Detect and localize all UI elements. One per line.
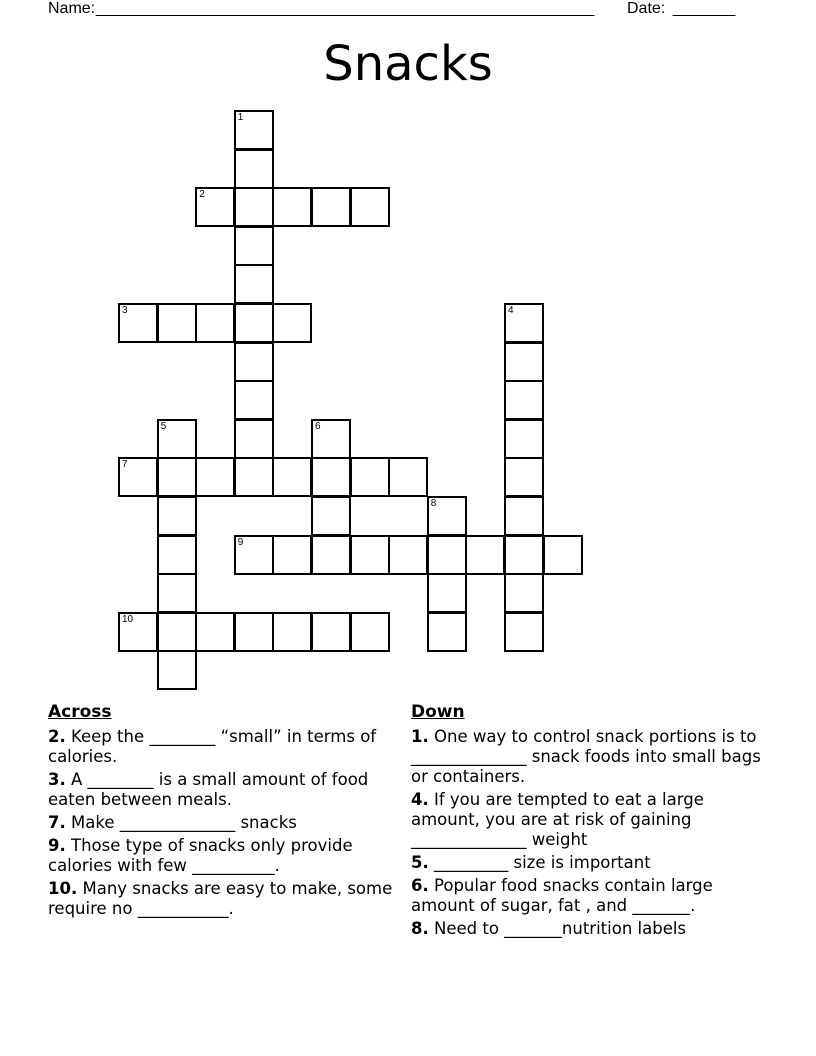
grid-cell[interactable]: [465, 535, 505, 575]
clue-number-label: 8: [430, 498, 437, 509]
down-clue: [411, 727, 761, 787]
across-heading: Across: [48, 702, 112, 722]
grid-cell[interactable]: [157, 612, 197, 652]
grid-cell[interactable]: [234, 187, 274, 227]
name-blank[interactable]: ________________________________________________________: [96, 0, 595, 17]
clue-number-label: 10: [122, 613, 134, 625]
grid-cell[interactable]: [427, 612, 467, 652]
grid-cell[interactable]: [427, 573, 467, 613]
grid-cell[interactable]: [234, 612, 274, 652]
grid-cell[interactable]: [504, 573, 544, 613]
across-clues: [48, 701, 398, 922]
grid-cell[interactable]: [311, 612, 351, 652]
clue-number-label: 3: [122, 305, 128, 316]
grid-cell[interactable]: [234, 342, 274, 382]
grid-cell[interactable]: [504, 496, 544, 536]
grid-cell[interactable]: [272, 535, 312, 575]
clue-text: Keep the ________ “small” in terms of calories.: [48, 727, 377, 766]
grid-cell[interactable]: [311, 535, 351, 575]
grid-cell[interactable]: [234, 457, 274, 497]
down-clue: [411, 853, 761, 873]
down-clue: [411, 919, 761, 939]
clue-text: _________ size is important: [434, 853, 651, 872]
grid-cell[interactable]: [311, 419, 351, 459]
clue-text: Those type of snacks only provide calories with few __________.: [48, 836, 353, 875]
down-clue: [411, 876, 761, 916]
grid-cell[interactable]: [311, 187, 351, 227]
clue-text: A ________ is a small amount of food eaten between meals.: [48, 770, 369, 809]
clue-number-label: 6: [315, 420, 321, 432]
name-label: Name:: [48, 0, 96, 17]
clue-text: Popular food snacks contain large amount of sugar, fat , and _______.: [411, 876, 713, 915]
grid-cell[interactable]: [234, 380, 274, 420]
grid-cell[interactable]: [427, 496, 467, 536]
grid-cell[interactable]: [157, 573, 197, 613]
grid-cell[interactable]: [272, 612, 312, 652]
grid-cell[interactable]: [118, 457, 158, 497]
grid-cell[interactable]: [157, 650, 197, 690]
clue-text: If you are tempted to eat a large amount, you are at risk of gaining ______________ weight: [411, 790, 704, 849]
clue-number: 9.: [48, 836, 66, 855]
clue-number-label: 1: [237, 112, 244, 123]
down-clue: [411, 790, 761, 850]
puzzle-title: Snacks: [323, 36, 493, 92]
clue-number: 2.: [48, 727, 66, 746]
grid-cell[interactable]: [234, 110, 274, 150]
clue-number: 3.: [48, 770, 66, 789]
clue-number-label: 4: [508, 305, 514, 316]
grid-cell[interactable]: [504, 612, 544, 652]
grid-cell[interactable]: [350, 187, 390, 227]
grid-cell[interactable]: [388, 535, 428, 575]
grid-cell[interactable]: [234, 419, 274, 459]
grid-cell[interactable]: [350, 457, 390, 497]
grid-cell[interactable]: [311, 496, 351, 536]
clue-number: 5.: [411, 853, 429, 872]
across-clue: [48, 836, 398, 876]
grid-cell[interactable]: [504, 419, 544, 459]
clue-number-label: 5: [160, 420, 167, 432]
grid-cell[interactable]: [504, 535, 544, 575]
grid-cell[interactable]: [234, 149, 274, 189]
grid-cell[interactable]: [311, 457, 351, 497]
grid-cell[interactable]: [157, 419, 197, 459]
grid-cell[interactable]: [157, 303, 197, 343]
clue-number: 7.: [48, 813, 66, 832]
grid-cell[interactable]: [504, 342, 544, 382]
down-heading: Down: [411, 702, 465, 722]
grid-cell[interactable]: [118, 612, 158, 652]
grid-cell[interactable]: [388, 457, 428, 497]
grid-cell[interactable]: [504, 380, 544, 420]
grid-cell[interactable]: [234, 303, 274, 343]
across-clue: [48, 727, 398, 767]
clue-number-label: 2: [199, 189, 205, 201]
grid-cell[interactable]: [504, 303, 544, 343]
clue-number: 8.: [411, 919, 429, 938]
clue-number-label: 7: [122, 459, 128, 471]
across-clue: [48, 770, 398, 810]
date-blank[interactable]: _______: [673, 0, 736, 17]
clue-text: One way to control snack portions is to ______________ snack foods into small bags or containers.: [411, 727, 761, 786]
clue-number-label: 9: [237, 536, 244, 548]
grid-cell[interactable]: [195, 612, 235, 652]
grid-cell[interactable]: [195, 187, 235, 227]
clue-text: Many snacks are easy to make, some require no ___________.: [48, 879, 393, 918]
grid-cell[interactable]: [504, 457, 544, 497]
grid-cell[interactable]: [118, 303, 158, 343]
clue-text: Need to _______nutrition labels: [434, 919, 687, 938]
clue-number: 1.: [411, 727, 429, 746]
grid-cell[interactable]: [195, 303, 235, 343]
grid-cell[interactable]: [350, 535, 390, 575]
clue-text: Make ______________ snacks: [71, 813, 297, 832]
grid-cell[interactable]: [157, 535, 197, 575]
across-clue: [48, 879, 398, 919]
grid-cell[interactable]: [350, 612, 390, 652]
grid-cell[interactable]: [195, 457, 235, 497]
down-clues: [411, 701, 761, 942]
clue-number: 6.: [411, 876, 429, 895]
clue-number: 10.: [48, 879, 78, 898]
grid-cell[interactable]: [272, 303, 312, 343]
grid-cell[interactable]: [543, 535, 583, 575]
grid-cell[interactable]: [157, 496, 197, 536]
grid-cell[interactable]: [234, 535, 274, 575]
grid-cell[interactable]: [272, 187, 312, 227]
across-clue: [48, 813, 398, 833]
grid-cell[interactable]: [427, 535, 467, 575]
grid-cell[interactable]: [234, 264, 274, 304]
date-label: Date:: [627, 0, 666, 17]
grid-cell[interactable]: [272, 457, 312, 497]
grid-cell[interactable]: [234, 226, 274, 266]
grid-cell[interactable]: [157, 457, 197, 497]
clue-number: 4.: [411, 790, 429, 809]
